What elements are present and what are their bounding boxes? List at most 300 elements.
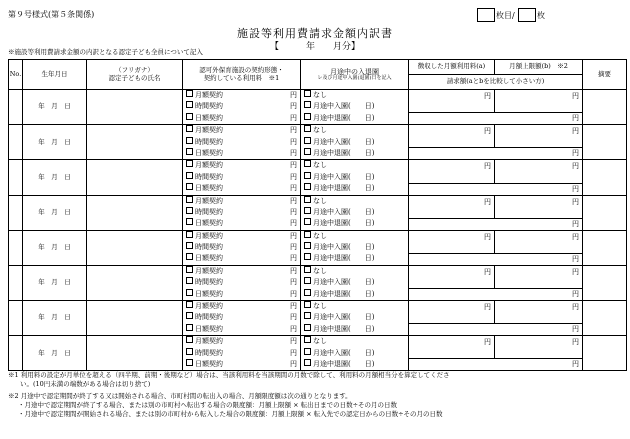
checkbox[interactable] (186, 301, 193, 308)
contract-label: 月額契約 (195, 231, 223, 240)
claim-amount-cell[interactable] (409, 183, 583, 195)
sheet-suffix: 枚目/ (496, 11, 515, 20)
yen-label: 円 (290, 137, 297, 146)
row-number-cell[interactable] (9, 125, 23, 160)
yen-label: 円 (290, 313, 297, 322)
yen-label: 円 (572, 197, 579, 206)
claim-amount-cell[interactable] (409, 218, 583, 230)
contract-label: 時間契約 (195, 102, 223, 111)
contract-label: 月額契約 (195, 161, 223, 170)
move-label: 月途中入園( 日) (313, 102, 375, 111)
birth-date-cell[interactable]: 年 月 日 (23, 301, 87, 336)
move-option-none (304, 301, 408, 312)
limit-b-cell[interactable] (495, 160, 583, 183)
billing-table (8, 59, 627, 371)
yen-label: 円 (290, 243, 297, 252)
contract-label: 月額契約 (195, 91, 223, 99)
move-option-mid-month-entry (304, 348, 408, 359)
move-option-mid-month-exit (304, 324, 408, 335)
contract-label: 日額契約 (195, 219, 223, 228)
contract-option-daily (186, 148, 300, 159)
contract-label: 時間契約 (195, 243, 223, 252)
header-name-kana: （フリガナ） (115, 66, 154, 75)
yen-label: 円 (290, 172, 297, 181)
claim-amount-cell[interactable] (409, 113, 583, 125)
yen-label: 円 (572, 303, 579, 312)
move-label: 月途中入園( 日) (313, 278, 375, 287)
contract-option-daily (186, 183, 300, 194)
contract-type-cell (183, 336, 301, 371)
table-row (9, 160, 627, 183)
enrollment-change-cell (301, 265, 409, 300)
yen-label: 円 (290, 161, 297, 170)
move-label: 月途中退園( 日) (313, 359, 375, 368)
contract-label: 月額契約 (195, 266, 223, 275)
contract-option-monthly (186, 90, 300, 101)
billing-period: 【 年 月分】 (269, 42, 360, 52)
contract-label: 月額契約 (195, 302, 223, 311)
fee-a-cell[interactable] (409, 90, 495, 113)
yen-label: 円 (572, 325, 579, 334)
remarks-cell[interactable] (583, 195, 627, 230)
table-row (9, 301, 627, 324)
yen-label: 円 (484, 232, 491, 241)
move-label: 月途中退園( 日) (313, 184, 375, 193)
move-option-mid-month-exit (304, 113, 408, 124)
contract-option-monthly (186, 125, 300, 136)
checkbox[interactable] (186, 231, 193, 238)
yen-label: 円 (572, 114, 579, 123)
row-number-cell[interactable] (9, 336, 23, 371)
contract-label: 月額契約 (195, 337, 223, 346)
move-label: なし (313, 337, 327, 346)
table-row (9, 230, 627, 253)
remarks-cell[interactable] (583, 160, 627, 195)
yen-label: 円 (484, 92, 491, 100)
checkbox[interactable] (304, 242, 311, 249)
yen-label: 円 (290, 219, 297, 228)
yen-label: 円 (290, 148, 297, 157)
fee-a-cell[interactable] (409, 336, 495, 359)
yen-label: 円 (290, 231, 297, 240)
yen-label: 円 (572, 92, 579, 100)
remarks-cell[interactable] (583, 265, 627, 300)
yen-label: 円 (290, 359, 297, 368)
contract-label: 時間契約 (195, 137, 223, 146)
contract-type-cell (183, 160, 301, 195)
move-option-mid-month-exit (304, 183, 408, 194)
move-label: なし (313, 161, 327, 170)
move-option-mid-month-entry (304, 101, 408, 112)
header-contract (183, 60, 301, 90)
contract-option-daily (186, 289, 300, 300)
contract-option-daily (186, 218, 300, 229)
checkbox[interactable] (186, 113, 193, 120)
checkbox[interactable] (304, 218, 311, 225)
row-number-cell[interactable] (9, 301, 23, 336)
checkbox[interactable] (186, 207, 193, 214)
checkbox[interactable] (304, 101, 311, 108)
contract-option-monthly (186, 301, 300, 312)
checkbox[interactable] (304, 183, 311, 190)
fee-a-cell[interactable] (409, 160, 495, 183)
contract-option-monthly (186, 266, 300, 277)
checkbox[interactable] (304, 207, 311, 214)
header-claim: 請求額(aとbを比較して小さい方) (409, 75, 583, 90)
checkbox[interactable] (304, 277, 311, 284)
yen-label: 円 (484, 267, 491, 276)
total-sheets-box[interactable] (518, 8, 536, 22)
contract-option-hourly (186, 101, 300, 112)
contract-label: 日額契約 (195, 254, 223, 263)
table-row (9, 195, 627, 218)
move-option-mid-month-entry (304, 172, 408, 183)
checkbox[interactable] (186, 90, 193, 97)
child-name-cell[interactable] (87, 336, 183, 371)
move-option-none (304, 90, 408, 101)
header-no: No. (9, 60, 23, 90)
contract-option-monthly (186, 336, 300, 347)
contract-label: 日額契約 (195, 289, 223, 298)
yen-label: 円 (290, 184, 297, 193)
move-label: なし (313, 91, 327, 99)
move-label: 月途中退園( 日) (313, 254, 375, 263)
contract-type-cell (183, 230, 301, 265)
row-number-cell[interactable] (9, 160, 23, 195)
row-number-cell[interactable] (9, 90, 23, 125)
limit-b-cell[interactable] (495, 125, 583, 148)
enrollment-change-cell (301, 160, 409, 195)
yen-label: 円 (290, 196, 297, 205)
checkbox[interactable] (186, 277, 193, 284)
checkbox[interactable] (186, 289, 193, 296)
checkbox[interactable] (186, 242, 193, 249)
top-note: ※施設等利用費請求金額の内訳となる認定子ども全員について記入 (8, 48, 203, 56)
child-name-cell[interactable] (87, 195, 183, 230)
checkbox[interactable] (304, 160, 311, 167)
table-row (9, 265, 627, 288)
note2-line1: ※2 月途中で認定期間が終了する又は開始される場合、市町村間の転出入の場合、月額限度額は次の通りとなります。 (8, 392, 352, 400)
move-label: なし (313, 266, 327, 275)
enrollment-change-cell (301, 301, 409, 336)
yen-label: 円 (290, 126, 297, 135)
sheet-number-box[interactable] (477, 8, 495, 22)
birth-date-cell[interactable]: 年 月 日 (23, 195, 87, 230)
checkbox[interactable] (304, 336, 311, 343)
yen-label: 円 (572, 290, 579, 299)
child-name-cell[interactable] (87, 230, 183, 265)
fee-a-cell[interactable] (409, 265, 495, 288)
limit-b-cell[interactable] (495, 301, 583, 324)
move-label: 月途中退園( 日) (313, 219, 375, 228)
checkbox[interactable] (304, 301, 311, 308)
checkbox[interactable] (186, 253, 193, 260)
move-label: 月途中退園( 日) (313, 113, 375, 122)
checkbox[interactable] (186, 160, 193, 167)
checkbox[interactable] (186, 324, 193, 331)
note2-line3: ・月途中で認定期間が開始される場合、または別の市町村から転入した場合の限度額：月額上限額 × 転入先での認定日からの日数÷その月の日数 (18, 410, 443, 418)
header-name (87, 60, 183, 90)
contract-label: 時間契約 (195, 348, 223, 357)
checkbox[interactable] (304, 253, 311, 260)
contract-option-monthly (186, 196, 300, 207)
checkbox[interactable] (304, 90, 311, 97)
child-name-cell[interactable] (87, 160, 183, 195)
yen-label: 円 (484, 197, 491, 206)
move-label: 月途中入園( 日) (313, 137, 375, 146)
checkbox[interactable] (186, 125, 193, 132)
claim-amount-cell[interactable] (409, 148, 583, 160)
move-option-mid-month-entry (304, 137, 408, 148)
checkbox[interactable] (304, 172, 311, 179)
contract-option-hourly (186, 137, 300, 148)
header-birth: 生年月日 (23, 60, 87, 90)
header-fee-a: 徴収した月額利用料(a) (409, 60, 495, 75)
move-label: 月途中入園( 日) (313, 172, 375, 181)
remarks-cell[interactable] (583, 336, 627, 371)
yen-label: 円 (484, 162, 491, 171)
move-option-none (304, 231, 408, 242)
yen-label: 円 (572, 127, 579, 136)
row-number-cell[interactable] (9, 230, 23, 265)
yen-label: 円 (290, 207, 297, 216)
move-label: 月途中入園( 日) (313, 207, 375, 216)
yen-label: 円 (290, 348, 297, 357)
table-body (9, 90, 627, 371)
checkbox[interactable] (304, 289, 311, 296)
yen-label: 円 (290, 254, 297, 263)
enrollment-change-cell (301, 195, 409, 230)
yen-label: 円 (572, 149, 579, 158)
fee-a-cell[interactable] (409, 230, 495, 253)
remarks-cell[interactable] (583, 125, 627, 160)
header-move (301, 60, 409, 90)
yen-label: 円 (572, 254, 579, 263)
contract-label: 月額契約 (195, 196, 223, 205)
birth-date-cell[interactable]: 年 月 日 (23, 160, 87, 195)
note1-line2: い。(10円未満の端数がある場合は切り捨て) (20, 380, 151, 388)
yen-label: 円 (290, 102, 297, 111)
checkbox[interactable] (304, 196, 311, 203)
enrollment-change-cell (301, 125, 409, 160)
contract-option-hourly (186, 277, 300, 288)
table-row (9, 336, 627, 359)
yen-label: 円 (572, 184, 579, 193)
limit-b-cell[interactable] (495, 336, 583, 359)
contract-label: 時間契約 (195, 172, 223, 181)
contract-label: 日額契約 (195, 359, 223, 368)
fee-a-cell[interactable] (409, 301, 495, 324)
header-name-label: 認定子どもの氏名 (108, 73, 161, 82)
yen-label: 円 (290, 113, 297, 122)
limit-b-cell[interactable] (495, 230, 583, 253)
contract-label: 日額契約 (195, 184, 223, 193)
checkbox[interactable] (304, 113, 311, 120)
move-option-mid-month-entry (304, 277, 408, 288)
move-option-mid-month-exit (304, 218, 408, 229)
move-label: 月途中退園( 日) (313, 324, 375, 333)
move-label: なし (313, 302, 327, 311)
birth-date-cell[interactable]: 年 月 日 (23, 90, 87, 125)
yen-label: 円 (572, 360, 579, 369)
child-name-cell[interactable] (87, 301, 183, 336)
move-label: 月途中入園( 日) (313, 313, 375, 322)
header-move-line2: レ及び月途中入園(退園)日を記入 (317, 74, 392, 81)
yen-label: 円 (290, 289, 297, 298)
enrollment-change-cell (301, 90, 409, 125)
yen-label: 円 (290, 91, 297, 99)
yen-label: 円 (484, 127, 491, 136)
checkbox[interactable] (186, 336, 193, 343)
child-name-cell[interactable] (87, 90, 183, 125)
header-contract-line1: 認可外保育施設の契約形態・ (199, 66, 284, 75)
contract-type-cell (183, 265, 301, 300)
header-remarks: 摘要 (583, 60, 627, 90)
birth-date-cell[interactable]: 年 月 日 (23, 125, 87, 160)
row-number-cell[interactable] (9, 265, 23, 300)
contract-option-monthly (186, 160, 300, 171)
note1-line1: ※1 利用料の設定が月単位を超える（四半期、前期・後期など）場合は、当該利用料を当該期間の月数で除して、利用料の月額相当分を算定してくださ (8, 371, 450, 379)
table-row (9, 90, 627, 113)
checkbox[interactable] (304, 348, 311, 355)
header-contract-line2: 契約している利用料 ※1 (203, 73, 280, 82)
contract-label: 日額契約 (195, 113, 223, 122)
contract-type-cell (183, 90, 301, 125)
remarks-cell[interactable] (583, 301, 627, 336)
claim-amount-cell[interactable] (409, 289, 583, 301)
yen-label: 円 (572, 162, 579, 171)
move-option-mid-month-entry (304, 207, 408, 218)
yen-label: 円 (290, 324, 297, 333)
checkbox[interactable] (186, 101, 193, 108)
checkbox[interactable] (304, 266, 311, 273)
form-number: 第９号様式(第５条関係) (8, 10, 95, 19)
move-option-mid-month-exit (304, 289, 408, 300)
checkbox[interactable] (304, 125, 311, 132)
checkbox[interactable] (186, 172, 193, 179)
yen-label: 円 (290, 266, 297, 275)
move-label: 月途中退園( 日) (313, 289, 375, 298)
contract-option-monthly (186, 231, 300, 242)
contract-type-cell (183, 301, 301, 336)
checkbox[interactable] (186, 183, 193, 190)
move-option-mid-month-exit (304, 253, 408, 264)
yen-label: 円 (484, 338, 491, 347)
contract-label: 時間契約 (195, 207, 223, 216)
move-label: 月途中入園( 日) (313, 243, 375, 252)
checkbox[interactable] (186, 137, 193, 144)
enrollment-change-cell (301, 230, 409, 265)
contract-type-cell (183, 195, 301, 230)
fee-a-cell[interactable] (409, 125, 495, 148)
checkbox[interactable] (186, 196, 193, 203)
checkbox[interactable] (304, 359, 311, 366)
move-label: 月途中退園( 日) (313, 148, 375, 157)
limit-b-cell[interactable] (495, 195, 583, 218)
move-option-none (304, 160, 408, 171)
yen-label: 円 (572, 219, 579, 228)
checkbox[interactable] (304, 137, 311, 144)
contract-option-hourly (186, 242, 300, 253)
yen-label: 円 (572, 232, 579, 241)
contract-option-hourly (186, 207, 300, 218)
move-option-mid-month-exit (304, 148, 408, 159)
contract-label: 時間契約 (195, 313, 223, 322)
checkbox[interactable] (186, 359, 193, 366)
contract-label: 日額契約 (195, 148, 223, 157)
enrollment-change-cell (301, 336, 409, 371)
checkbox[interactable] (186, 312, 193, 319)
checkbox[interactable] (304, 324, 311, 331)
total-suffix: 枚 (537, 11, 545, 20)
contract-option-hourly (186, 312, 300, 323)
contract-option-hourly (186, 348, 300, 359)
document-title: 施設等利用費請求金額内訳書 (237, 27, 393, 40)
contract-option-daily (186, 324, 300, 335)
row-number-cell[interactable] (9, 195, 23, 230)
move-option-mid-month-entry (304, 312, 408, 323)
move-option-none (304, 336, 408, 347)
move-option-none (304, 125, 408, 136)
checkbox[interactable] (186, 218, 193, 225)
child-name-cell[interactable] (87, 125, 183, 160)
checkbox[interactable] (304, 148, 311, 155)
yen-label: 円 (484, 303, 491, 312)
contract-label: 月額契約 (195, 126, 223, 135)
note2-line2: ・月途中で認定期間が終了する場合、または別の市町村へ転出する場合の限度額：月額上限額 × 転出日までの日数÷その月の日数 (18, 401, 398, 409)
claim-amount-cell[interactable] (409, 253, 583, 265)
checkbox[interactable] (304, 231, 311, 238)
move-label: なし (313, 196, 327, 205)
move-label: なし (313, 126, 327, 135)
move-label: なし (313, 231, 327, 240)
move-option-mid-month-exit (304, 359, 408, 370)
contract-option-daily (186, 113, 300, 124)
limit-b-cell[interactable] (495, 90, 583, 113)
birth-date-cell[interactable]: 年 月 日 (23, 336, 87, 371)
contract-label: 日額契約 (195, 324, 223, 333)
contract-type-cell (183, 125, 301, 160)
move-option-mid-month-entry (304, 242, 408, 253)
header-limit-b: 月額上限額(b) ※2 (495, 60, 583, 75)
child-name-cell[interactable] (87, 265, 183, 300)
remarks-cell[interactable] (583, 230, 627, 265)
contract-option-daily (186, 359, 300, 370)
yen-label: 円 (290, 337, 297, 346)
birth-date-cell[interactable]: 年 月 日 (23, 265, 87, 300)
move-option-none (304, 266, 408, 277)
yen-label: 円 (290, 278, 297, 287)
remarks-cell[interactable] (583, 90, 627, 125)
contract-option-daily (186, 253, 300, 264)
yen-label: 円 (572, 338, 579, 347)
move-label: 月途中入園( 日) (313, 348, 375, 357)
checkbox[interactable] (186, 148, 193, 155)
yen-label: 円 (290, 302, 297, 311)
contract-option-hourly (186, 172, 300, 183)
header-move-line1: 月途中の入退園 (330, 67, 379, 76)
checkbox[interactable] (186, 348, 193, 355)
yen-label: 円 (572, 267, 579, 276)
birth-date-cell[interactable]: 年 月 日 (23, 230, 87, 265)
contract-label: 時間契約 (195, 278, 223, 287)
fee-a-cell[interactable] (409, 195, 495, 218)
checkbox[interactable] (304, 312, 311, 319)
claim-amount-cell[interactable] (409, 324, 583, 336)
checkbox[interactable] (186, 266, 193, 273)
table-row (9, 125, 627, 148)
limit-b-cell[interactable] (495, 265, 583, 288)
